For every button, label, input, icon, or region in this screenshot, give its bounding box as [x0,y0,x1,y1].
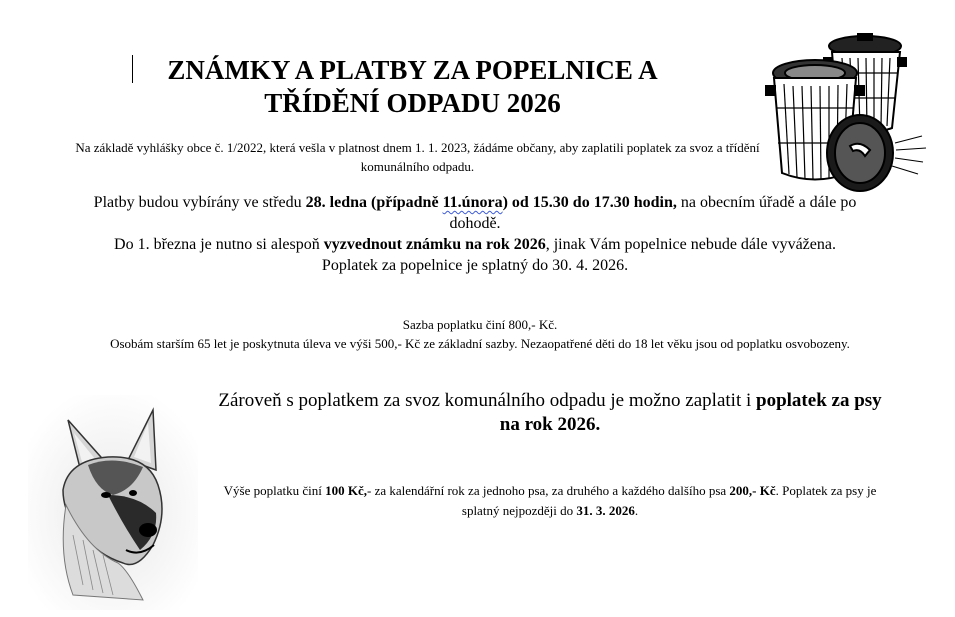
deadline-warning: , jinak Vám popelnice nebude dále vyvážena. [545,236,836,253]
rate-paragraph [60,315,900,353]
dog-fee-deadline: 31. 3. 2026 [576,503,635,518]
payment-date: 28. ledna (případně [305,194,443,211]
payment-line-3: Poplatek za popelnice je splatný do 30. 4. 2026. [321,257,629,274]
page-title [120,54,705,120]
dog-fee-first: 100 Kč, [325,483,367,498]
payment-alt-date: 11.února [442,194,503,211]
payment-hours: ) od 15.30 do 17.30 hodin, [502,194,677,211]
dog-detail-end: . [634,503,639,518]
dog-fee-year-text: na rok 2026. [499,414,601,435]
intro-paragraph: Na základě vyhlášky obce č. 1/2022, která vešla v platnost dnem 1. 1. 2023, žádáme občany, aby zaplatili poplatek za svoz a třídění komunálního odpadu. [75,140,760,174]
payment-text: Platby budou vybírány ve středu [93,194,306,211]
title-line-2: TŘÍDĚNÍ ODPADU 2026 [264,88,561,118]
deadline-emphasis: vyzvednout známku na rok 2026 [323,236,546,253]
dog-fee-line [205,389,895,413]
dog-detail-text-2: - za kalendářní rok za jednoho psa, za druhého a každého dalšího psa [366,483,730,498]
rate-line-2: Osobám starším 65 let je poskytnuta úleva ve výši 500,- Kč ze základní sazby. Nezaopatřené děti do 18 let věku jsou od poplatku osvobozeny. [110,336,850,351]
dog-fee-text: Zároveň s poplatkem za svoz komunálního odpadu je možno zaplatit i [218,390,757,411]
rate-line-1: Sazba poplatku činí 800,- Kč. [402,317,558,332]
dog-detail-text-3: . Poplatek za psy je splatný nejpozději do [461,483,877,518]
german-shepherd-illustration [28,395,198,610]
payment-paragraph [90,192,860,276]
trash-cans-illustration [760,28,930,198]
payment-place: na obecním úřadě a dále po dohodě. [449,194,857,232]
dog-fee-year [205,413,895,437]
dog-fee-heading [205,389,895,437]
dog-fee-details [220,481,880,521]
dog-detail-text: Výše poplatku činí [223,483,326,498]
title-line-1: ZNÁMKY A PLATBY ZA POPELNICE A [167,55,658,85]
deadline-text: Do 1. března je nutno si alespoň [114,236,324,253]
payment-line-1 [90,192,860,234]
dog-fee-emphasis: poplatek za psy [756,390,882,411]
payment-line-2 [90,234,860,255]
dog-fee-next: 200,- Kč [729,483,776,498]
